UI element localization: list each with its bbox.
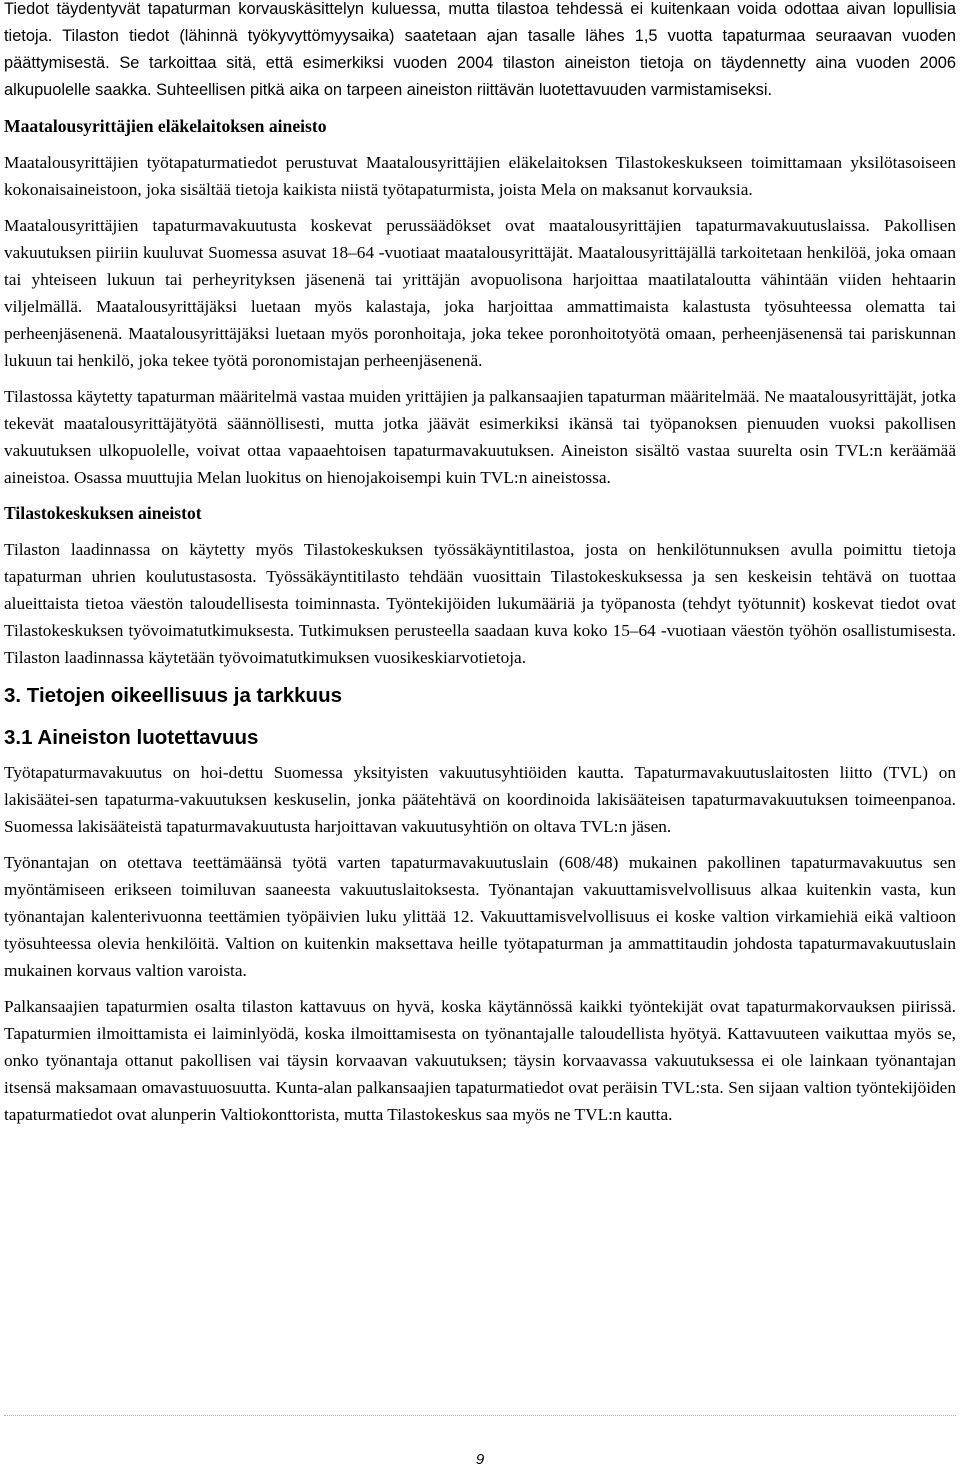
- section-3-1-heading: 3.1 Aineiston luotettavuus: [4, 726, 259, 749]
- footer-divider: [4, 1415, 956, 1416]
- mela-paragraph-3: Tilastossa käytetty tapaturman määritelmä vastaa muiden yrittäjien ja palkansaajien tapaturman määritelmää. Ne maatalousyrittäjät, jotka tekevät maatalousyrittäjätyötä säännöllisesti, mutta jotka jäävät esimerkiksi ikänsä tai työpanoksen pienuuden vuoksi pakollisen vakuutuksen ulkopuolelle, voivat ottaa vapaaehtoisen tapaturmavakuutuksen. Aineiston sisältö vastaa suurelta osin TVL:n keräämää aineistoa. Osassa muuttujia Melan luokitus on hienojakoisempi kuin TVL:n aineistossa.: [4, 387, 956, 487]
- section-3-heading: 3. Tietojen oikeellisuus ja tarkkuus: [4, 684, 342, 707]
- mela-paragraph-1: Maatalousyrittäjien työtapaturmatiedot perustuvat Maatalousyrittäjien eläkelaitoksen Tilastokeskukseen toimittamaan yksilötasoiseen kokonaisaineistoon, joka sisältää tietoja kaikista niistä työtapaturmista, joista Mela on maksanut korvauksia.: [4, 153, 956, 199]
- section-3-1-paragraph-3: Palkansaajien tapaturmien osalta tilaston kattavuus on hyvä, koska käytännössä kaikki työntekijät ovat tapaturmakorvauksen piirissä. Tapaturmien ilmoittamista ei laiminlyödä, koska ilmoittamisesta on työnantajalle taloudellista hyötyä. Kattavuuteen vaikuttaa myös se, onko työnantaja ottanut pakollisen vai täysin korvaavan vakuutuksen; täysin korvaavassa vakuutuksessa ei ole lainkaan työnantajan itsensä maksamaan omavastuuosuutta. Kunta-alan palkansaajien tapaturmatiedot ovat peräisin TVL:sta. Sen sijaan valtion työntekijöiden tapaturmatiedot ovat alunperin Valtiokonttorista, mutta Tilastokeskus saa myös ne TVL:n kautta.: [4, 997, 956, 1124]
- mela-paragraph-2: Maatalousyrittäjien tapaturmavakuutusta koskevat perussäädökset ovat maatalousyrittäjien tapaturmavakuutuslaissa. Pakollisen vakuutuksen piiriin kuuluvat Suomessa asuvat 18–64 -vuotiaat maatalousyrittäjät. Maatalousyrittäjällä tarkoitetaan henkilöä, joka omaan tai yhteiseen lukuun tai perheyrityksen jäsenenä tai yrittäjän avopuolisona harjoittaa maatilataloutta vähintään viiden hehtaarin viljelmällä. Maatalousyrittäjäksi luetaan myös kalastaja, joka harjoittaa ammattimaista kalastusta työsuhteessa olematta tai perheenjäsenenä. Maatalousyrittäjäksi luetaan myös poronhoitaja, joka tekee poronhoitotyötä omaan, perheenjäsenensä tai pariskunnan lukuun tai henkilö, joka tekee työtä poronomistajan perheenjäsenenä.: [4, 216, 956, 370]
- section-3-1-paragraph-2: Työnantajan on otettava teettämäänsä työtä varten tapaturmavakuutuslain (608/48) mukainen pakollinen tapaturmavakuutus sen myöntämiseen erikseen toimiluvan saaneesta vakuutuslaitoksesta. Työnantajan vakuuttamisvelvollisuus alkaa kuitenkin vasta, kun työnantajan kalenterivuonna teettämien työpäivien luku ylittää 12. Vakuuttamisvelvollisuus ei koske valtion virkamiehiä eikä valtioon työsuhteessa olevia henkilöitä. Valtion on kuitenkin maksettava heille työtapaturman ja ammattitaudin johdosta tapaturmavakuutuslain mukainen korvaus valtion varoista.: [4, 853, 956, 980]
- intro-paragraph: Tiedot täydentyvät tapaturman korvauskäsittelyn kuluessa, mutta tilastoa tehdessä ei kuitenkaan voida odottaa aivan lopullisia tietoja. Tilaston tiedot (lähinnä työkyvyttömyysaika) saatetaan ajan tasalle lähes 1,5 vuotta tapaturmaa seuraavan vuoden päättymisestä. Se tarkoittaa sitä, että esimerkiksi vuoden 2004 tilaston aineiston tietoja on täydennetty aina vuoden 2006 alkupuolelle saakka. Suhteellisen pitkä aika on tarpeen aineiston riittävän luotettavuuden varmistamiseksi.: [4, 0, 956, 99]
- mela-heading: Maatalousyrittäjien eläkelaitoksen aineisto: [4, 116, 327, 136]
- page-number: 9: [475, 1451, 485, 1468]
- section-3-1-paragraph-1: Työtapaturmavakuutus on hoi-dettu Suomessa yksityisten vakuutusyhtiöiden kautta. Tapaturmavakuutuslaitosten liitto (TVL) on lakisäätei-sen tapaturma-vakuutuksen keskuselin, jonka päätehtävä on koordinoida lakisääteisen tapaturmavakuutuksen toimeenpanoa. Suomessa lakisääteistä tapaturmavakuutusta harjoittavan vakuutusyhtiön on oltava TVL:n jäsen.: [4, 763, 956, 836]
- statfin-heading: Tilastokeskuksen aineistot: [4, 503, 202, 523]
- statfin-paragraph-1: Tilaston laadinnassa on käytetty myös Tilastokeskuksen työssäkäyntitilastoa, josta on henkilötunnuksen avulla poimittu tietoja tapaturman uhrien koulutustasosta. Työssäkäyntitilasto tehdään vuosittain Tilastokeskuksessa ja sen keskeisin tehtävä on tuottaa alueittaista tietoa väestön taloudellisesta toiminnasta. Työntekijöiden lukumääriä ja työpanosta (tehdyt työtunnit) koskevat tiedot ovat Tilastokeskuksen työvoimatutkimuksesta. Tutkimuksen perusteella saadaan kuva koko 15–64 -vuotiaan väestön työhön osallistumisesta. Tilaston laadinnassa käytetään työvoimatutkimuksen vuosikeskiarvotietoja.: [4, 540, 956, 667]
- document-page: [4, 0, 956, 1128]
